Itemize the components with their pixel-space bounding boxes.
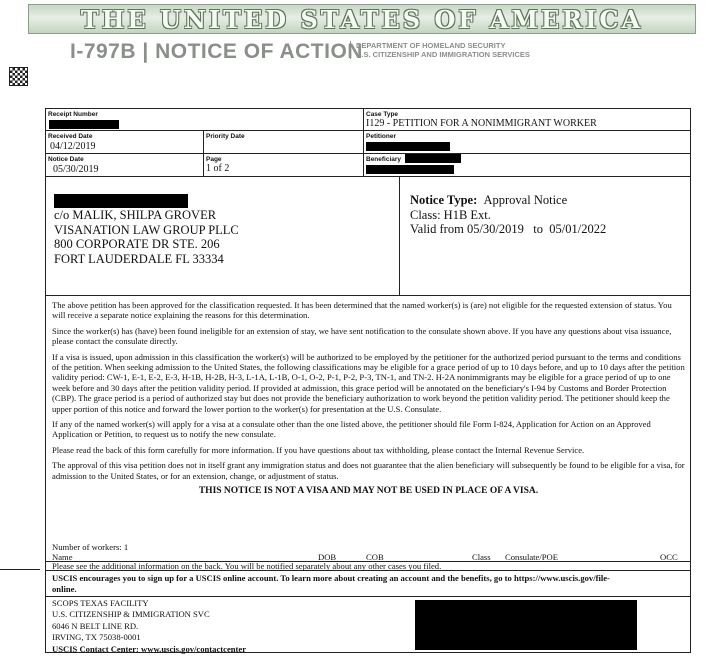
dept-line-2: U.S. CITIZENSHIP AND IMMIGRATION SERVICES [356, 50, 530, 59]
valid-from-label: Valid from [410, 222, 464, 236]
beneficiary-label: Beneficiary [366, 156, 402, 163]
online-account-notice [52, 573, 688, 594]
address-line-1: c/o MALIK, SHILPA GROVER [54, 208, 217, 222]
notice-type-block [410, 193, 606, 237]
col-consulate: Consulate/POE [505, 552, 558, 562]
notice-date-label: Notice Date [48, 156, 84, 163]
redacted-recipient [54, 194, 188, 208]
online-line-1: USCIS encourages you to sign up for a USCIS online account. To learn more about creating an account and the benefits, go to https://www.uscis.gov/file- [52, 573, 610, 583]
service-center-address [52, 598, 246, 655]
not-a-visa-warning: THIS NOTICE IS NOT A VISA AND MAY NOT BE USED IN PLACE OF A VISA. [198, 486, 539, 497]
redacted-beneficiary-name [405, 154, 461, 163]
col-occ: OCC [660, 552, 678, 562]
recipient-address [54, 208, 239, 266]
notice-class: Class: H1B Ext. [410, 207, 491, 222]
col-cob: COB [366, 552, 384, 562]
received-date-label: Received Date [48, 133, 93, 140]
address-line-3: 800 CORPORATE DR STE. 206 [54, 237, 220, 251]
dept-line-1: DEPARTMENT OF HOMELAND SECURITY [356, 41, 506, 50]
page-label: Page [206, 156, 222, 163]
page-value: 1 of 2 [206, 163, 230, 174]
department-name [350, 41, 530, 59]
barcode-icon [9, 67, 28, 86]
online-line-2: online. [52, 583, 77, 594]
redacted-address-block [415, 600, 637, 650]
address-line-4: FORT LAUDERDALE FL 33334 [54, 251, 224, 266]
tear-line [0, 569, 40, 570]
case-type-value: I129 - PETITION FOR A NONIMMIGRANT WORKER [366, 118, 597, 129]
redacted-petitioner [366, 142, 450, 151]
body-paragraph-4: If any of the named worker(s) will apply for a visa at a consulate other than the one listed above, the petitioner should file Form I-824, Application for Action on an Approved Application or Petition, to request us to notify the new consulate. [52, 419, 651, 440]
notice-body [52, 300, 685, 497]
banner-text: THE UNITED STATES OF AMERICA [80, 4, 644, 34]
petitioner-label: Petitioner [366, 133, 396, 140]
contact-center: USCIS Contact Center: www.uscis.gov/contactcenter [52, 643, 247, 654]
received-date-value: 04/12/2019 [50, 141, 96, 152]
office-line-4: IRVING, TX 75038-0001 [52, 632, 141, 643]
col-class: Class [472, 552, 491, 562]
office-line-1: SCOPS TEXAS FACILITY [52, 598, 149, 608]
body-paragraph-2: Since the worker(s) has (have) been found ineligible for an extension of stay, we have sent notification to the consulate shown above. If you have any questions about visa issuance, please contact the consulate directly. [52, 325, 672, 347]
banner [28, 4, 696, 34]
office-line-3: 6046 N BELT LINE RD. [52, 620, 139, 631]
redacted-beneficiary-detail [366, 165, 454, 174]
notice-date-value: 05/30/2019 [53, 164, 99, 175]
case-type-label: Case Type [366, 111, 399, 118]
valid-from-date: 05/30/2019 [466, 222, 524, 236]
address-line-2: VISANATION LAW GROUP PLLC [54, 222, 239, 237]
body-paragraph-6: The approval of this visa petition does not in itself grant any immigration status and does not guarantee that the alien beneficiary will subsequently be found to be eligible for a visa, for admission to the United States, or for an extension, change, or adjustment of status. [52, 460, 685, 481]
body-paragraph-5: Please read the back of this form carefully for more information. If you have questions about tax withholding, please contact the Internal Revenue Service. [52, 444, 585, 455]
notice-type-value: Approval Notice [483, 193, 568, 207]
additional-info-note: Please see the additional information on the back. You will be notified separately about any other cases you filed. [52, 561, 442, 571]
valid-to-date: 05/01/2022 [549, 222, 607, 236]
office-line-2: U.S. CITIZENSHIP & IMMIGRATION SVC [52, 609, 210, 620]
receipt-number-label: Receipt Number [48, 111, 98, 118]
valid-to-label: to [533, 222, 543, 236]
body-paragraph-1: The above petition has been approved for the classification requested. It has been determined that the named worker(s) is (are) not eligible for the requested extension of status. You will receive a separate notice explaining the reasons for this determination. [52, 300, 672, 321]
workers-count: Number of workers: 1 [52, 542, 129, 552]
priority-date-label: Priority Date [206, 133, 245, 140]
form-title: I-797B | NOTICE OF ACTION [70, 40, 363, 63]
col-name: Name [52, 552, 73, 562]
redacted-receipt-number [49, 120, 119, 129]
notice-type-label: Notice Type: [410, 193, 478, 207]
col-dob: DOB [318, 552, 337, 562]
body-paragraph-3: If a visa is issued, upon admission in this classification the worker(s) will be authorized to be employed by the petitioner for the authorized period pursuant to the terms and conditions of the petition. When seeking admission to the United States, the following classifications may be eligible for a grace period of up to 10 days before, and up to 10 days after the petition validity period: CW-1, E-1, E-2, E-3, H-1B, H-2B, H-3, L-1A, L-1B, O-1, O-2, P-1, P-2, P-3, TN-1, and TN-2. H-2A nonimmigrants may be eligible for a grace period of up to one week before and 30 days after the petition validity period. If provided at admission, this grace period will be annotated on the beneficiary's I-94 by Customs and Border Protection (CBP). The grace period is a period of authorized stay but does not provide the beneficiary authorization to work beyond the petition validity period. The petitioner should keep the upper portion of this notice and forward the lower portion to the worker(s) for presentation at the U.S. Consulate. [52, 351, 685, 414]
